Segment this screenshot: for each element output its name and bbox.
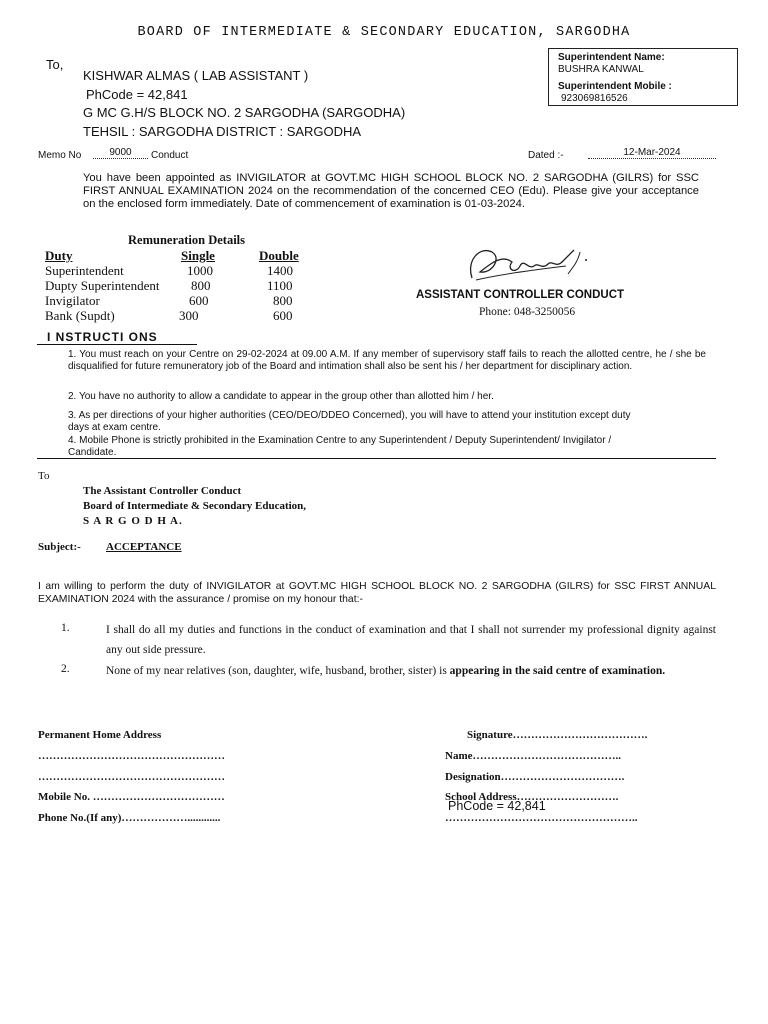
dated-label: Dated :- xyxy=(528,150,564,161)
point-number: 2. xyxy=(61,663,70,675)
superintendent-name-label: Superintendent Name: xyxy=(558,52,665,63)
board-title: BOARD OF INTERMEDIATE & SECONDARY EDUCATION, SARGODHA xyxy=(137,25,631,40)
signature-field[interactable]: Signature………………………………. xyxy=(467,729,648,741)
school-address-line-2[interactable]: …………………………………………….. xyxy=(445,812,638,824)
instruction-item: 2. You have no authority to allow a candidate to appear in the group other than allotted him / her. xyxy=(68,391,494,402)
rem-header-double: Double xyxy=(259,248,299,263)
acceptance-addr-line: Board of Intermediate & Secondary Education, xyxy=(83,500,307,512)
memo-conduct: Conduct xyxy=(151,150,189,161)
recipient-phcode: PhCode = 42,841 xyxy=(86,87,188,102)
rem-row-single: 1000 xyxy=(187,263,213,278)
remuneration-table xyxy=(45,248,315,328)
phone-no-field[interactable]: Phone No.(If any)………………............ xyxy=(38,812,221,824)
signatory-phone: Phone: 048-3250056 xyxy=(479,306,576,318)
acceptance-addr-line: S A R G O D H A. xyxy=(83,515,183,527)
section-divider xyxy=(37,458,716,459)
footer-phcode: PhCode = 42,841 xyxy=(448,799,546,813)
superintendent-mobile-label: Superintendent Mobile : xyxy=(558,81,672,92)
subject-text: ACCEPTANCE xyxy=(106,541,182,553)
signatory-title: ASSISTANT CONTROLLER CONDUCT xyxy=(416,289,625,301)
memo-label: Memo No xyxy=(38,150,82,161)
superintendent-name: BUSHRA KANWAL xyxy=(558,64,644,75)
instruction-item: 4. Mobile Phone is strictly prohibited in the Examination Centre to any Superintendent / Deputy Superintendent/ Invigilator / Candidate. xyxy=(68,435,612,459)
memo-number: 9000 xyxy=(93,147,148,159)
instruction-item: 3. As per directions of your higher authorities (CEO/DEO/DDEO Concerned), you will have to attend your institution except duty days at exam centre. xyxy=(68,410,631,434)
rem-row-double: 600 xyxy=(273,308,293,323)
designation-field[interactable]: Designation……………………………. xyxy=(445,771,625,783)
recipient-tehsil: TEHSIL : SARGODHA DISTRICT : SARGODHA xyxy=(83,124,362,139)
to-label: To, xyxy=(46,57,64,72)
rem-row-single: 300 xyxy=(179,308,199,323)
instruction-item: 1. You must reach on your Centre on 29-02-2024 at 09.00 A.M. If any member of supervisory staff fails to reach the allotted centre, he / she be disqualified for future remuneratory job of the Board and intimation shall also be sent his / her department for disciplinary action. xyxy=(68,349,706,373)
remuneration-title: Remuneration Details xyxy=(128,233,245,247)
subject-label: Subject:- xyxy=(38,541,81,553)
recipient-institution: G MC G.H/S BLOCK NO. 2 SARGODHA (SARGODHA) xyxy=(83,105,406,120)
appointment-paragraph: You have been appointed as INVIGILATOR at GOVT.MC HIGH SCHOOL BLOCK NO. 2 SARGODHA (GILRS) for SSC FIRST ANNUAL EXAMINATION 2024 on the recommendation of the concerned CEO (Edu). Please give your acceptance on the enclosed form immediately. Date of commencement of examination is 01-03-2024. xyxy=(83,172,699,211)
rem-row-single: 800 xyxy=(191,278,211,293)
rem-row-duty: Dupty Superintendent xyxy=(45,278,160,293)
rem-row-single: 600 xyxy=(189,293,209,308)
recipient-name: KISHWAR ALMAS ( LAB ASSISTANT ) xyxy=(83,68,309,83)
permanent-address-label: Permanent Home Address xyxy=(38,729,162,741)
rem-row-duty: Superintendent xyxy=(45,263,124,278)
superintendent-mobile: 923069816526 xyxy=(561,93,628,104)
mobile-no-field[interactable]: Mobile No. ……………………………… xyxy=(38,791,225,803)
instructions-heading: I NSTRUCTI ONS xyxy=(47,330,172,345)
superintendent-box xyxy=(548,48,738,106)
address-line-2[interactable]: …………………………………………… xyxy=(38,771,225,783)
acceptance-addr-line: The Assistant Controller Conduct xyxy=(83,485,242,497)
school-address-field[interactable]: School Address………………………. xyxy=(445,791,619,803)
rem-row-double: 1400 xyxy=(267,263,293,278)
acceptance-point-2 xyxy=(106,661,716,681)
acceptance-to-label: To xyxy=(38,470,50,482)
point-number: 1. xyxy=(61,622,70,634)
point-2-bold-text: appearing in the said centre of examination. xyxy=(449,665,666,677)
rem-row-double: 800 xyxy=(273,293,293,308)
name-field[interactable]: Name………………………………….. xyxy=(445,750,621,762)
rem-row-duty: Bank (Supdt) xyxy=(45,308,115,323)
point-2-text: None of my near relatives (son, daughter, wife, husband, brother, sister) is xyxy=(106,665,450,677)
rem-header-single: Single xyxy=(181,248,215,263)
acceptance-intro: I am willing to perform the duty of INVIGILATOR at GOVT.MC HIGH SCHOOL BLOCK NO. 2 SARGODHA (GILRS) for SSC FIRST ANNUAL EXAMINATION 2024 with the assurance / promise on my honour that:- xyxy=(38,581,716,605)
instructions-underline xyxy=(37,344,197,345)
memo-date: 12-Mar-2024 xyxy=(588,147,716,159)
rem-header-duty: Duty xyxy=(45,248,73,263)
rem-row-duty: Invigilator xyxy=(45,293,100,308)
address-line-1[interactable]: …………………………………………… xyxy=(38,750,225,762)
rem-row-double: 1100 xyxy=(267,278,293,293)
handwritten-signature xyxy=(462,240,592,288)
acceptance-point-1: I shall do all my duties and functions in the conduct of examination and that I shall not surrender my professional dignity against any out side pressure. xyxy=(106,624,716,656)
